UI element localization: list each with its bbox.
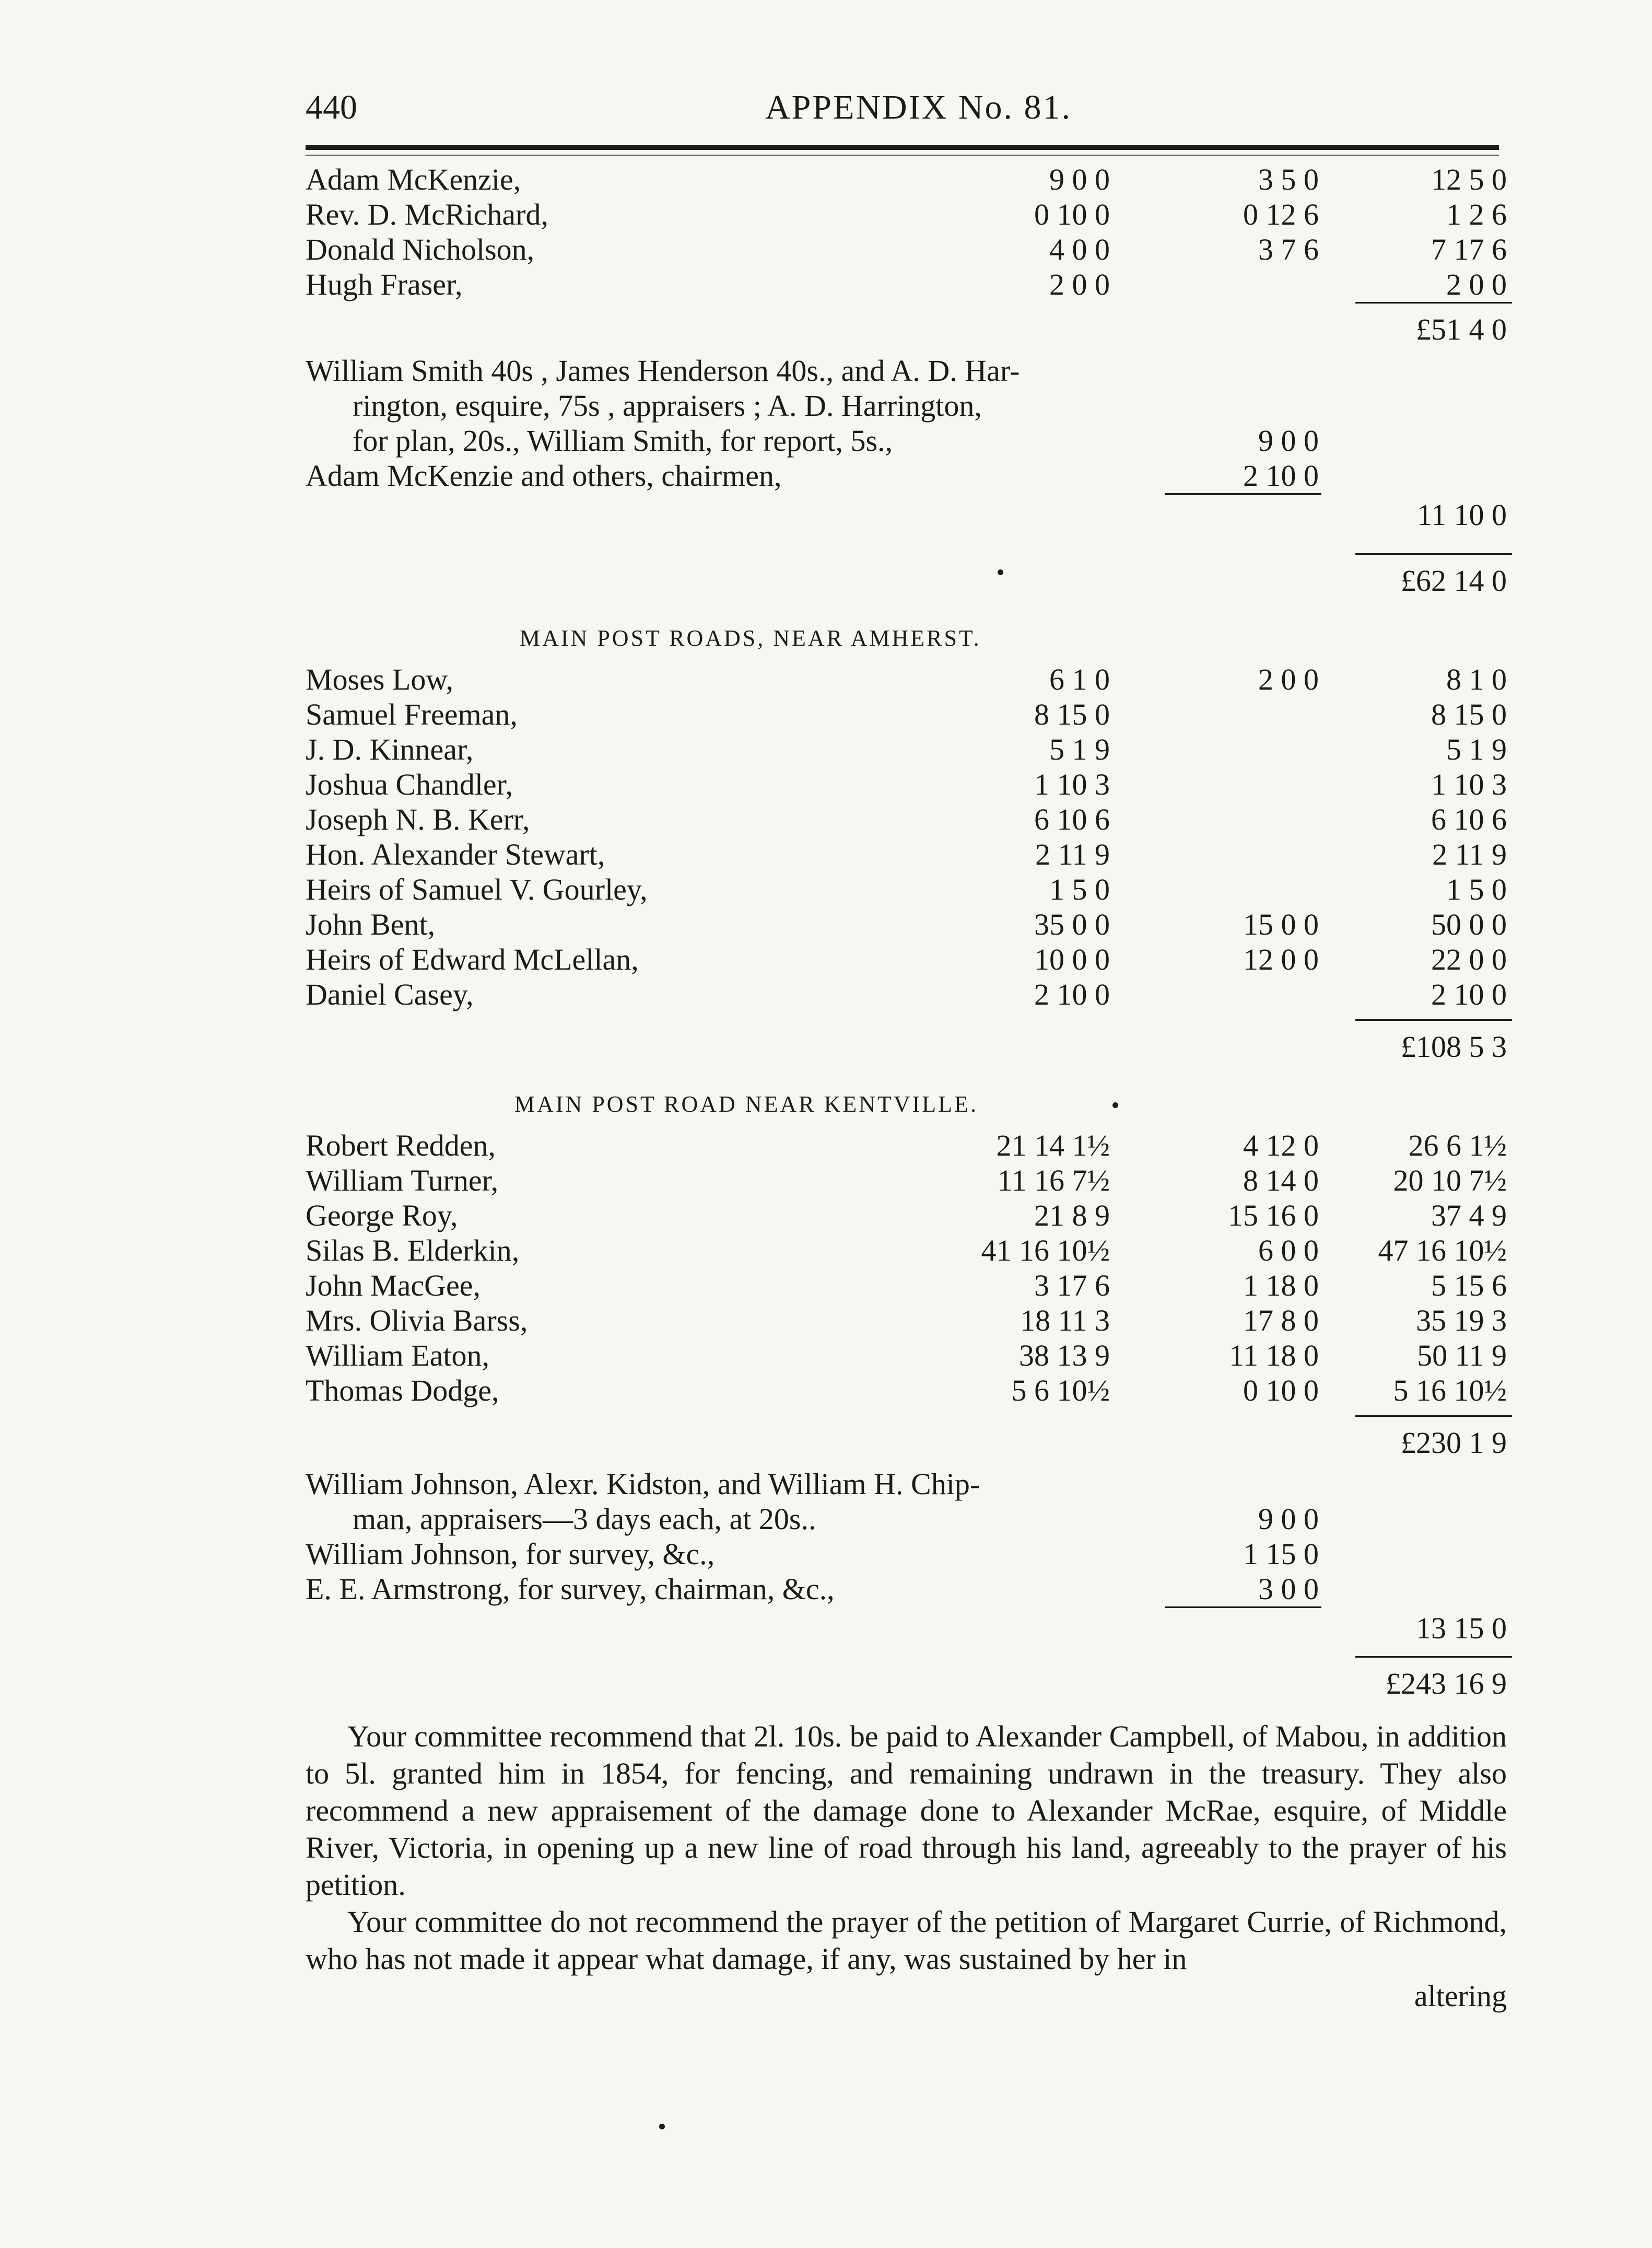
amount-col2: 1 18 0 — [1243, 1268, 1319, 1302]
amount-total: 5 16 10½ — [1393, 1373, 1507, 1407]
payee-name: Hon. Alexander Stewart, — [306, 837, 605, 871]
table-block-1 — [306, 162, 1507, 353]
section-kentville — [306, 1070, 1507, 1466]
amount-col1: 18 11 3 — [1020, 1303, 1110, 1337]
amount-col1: 10 0 0 — [1034, 942, 1110, 976]
table-row — [306, 1303, 1507, 1338]
table-block-2 — [306, 353, 1507, 604]
amount-total: 35 19 3 — [1416, 1303, 1507, 1337]
sum-rule — [1355, 1019, 1512, 1021]
payee-name: Mrs. Olivia Barss, — [306, 1303, 528, 1337]
amount-col2: 0 10 0 — [1243, 1373, 1319, 1407]
amount-col1: 2 0 0 — [1049, 267, 1110, 301]
payee-name: William Eaton, — [306, 1338, 490, 1372]
table-row — [306, 1268, 1507, 1303]
amount-col2: 6 0 0 — [1258, 1233, 1319, 1267]
payee-name: Hugh Fraser, — [306, 267, 463, 301]
amount-total: 1 10 3 — [1431, 767, 1507, 801]
entry-text: William Johnson, Alexr. Kidston, and William H. Chip- — [306, 1467, 980, 1501]
amount-total: 2 10 0 — [1431, 977, 1507, 1011]
block-subtotal: 11 10 0 — [1417, 498, 1507, 532]
body-text — [306, 1718, 1507, 1977]
amount-col2: 2 0 0 — [1258, 662, 1319, 696]
amount-col1: 6 1 0 — [1049, 662, 1110, 696]
entry-text: William Johnson, for survey, &c., — [306, 1537, 715, 1571]
table-row — [306, 977, 1507, 1012]
amount-col2: 11 18 0 — [1229, 1338, 1319, 1372]
table-row — [306, 837, 1507, 872]
payee-name: Joseph N. B. Kerr, — [306, 802, 530, 836]
amount-col2: 3 0 0 — [1258, 1572, 1319, 1606]
payee-name: Rev. D. McRichard, — [306, 197, 548, 231]
amount-total: 2 0 0 — [1446, 267, 1507, 301]
amount-col2: 17 8 0 — [1243, 1303, 1319, 1337]
amount-total: 50 11 9 — [1417, 1338, 1507, 1372]
grand-total: £243 16 9 — [1386, 1667, 1507, 1700]
amount-col2: 12 0 0 — [1243, 942, 1319, 976]
amount-col2: 2 10 0 — [1243, 459, 1319, 493]
table-row — [306, 1373, 1507, 1408]
payee-name: William Turner, — [306, 1163, 499, 1197]
table-row — [306, 388, 1507, 423]
table-row — [306, 907, 1507, 942]
amount-total: 1 5 0 — [1446, 872, 1507, 906]
table-row — [306, 197, 1507, 232]
payee-name: Thomas Dodge, — [306, 1373, 499, 1407]
subtotal-row — [306, 497, 1507, 532]
amount-col1: 6 10 6 — [1034, 802, 1110, 836]
table-row — [306, 697, 1507, 732]
payee-name: John MacGee, — [306, 1268, 481, 1302]
scan-speck — [1112, 1102, 1118, 1108]
amount-total: 5 1 9 — [1446, 732, 1507, 766]
amount-col1: 1 5 0 — [1049, 872, 1110, 906]
table-row — [306, 162, 1507, 197]
paragraph: Your committee recommend that 2l. 10s. be paid to Alexander Campbell, of Mabou, in addition to 5l. granted him in 1854, for fencing, and remaining undrawn in the treasury. They also recommend a new appraisement of the damage done to Alexander McRae, esquire, of Middle River, Victoria, in opening up a new line of road through his land, agreeably to the prayer of his petition. — [306, 1719, 1507, 1902]
table-row — [306, 732, 1507, 767]
table-row — [306, 1501, 1507, 1536]
sum-rule — [1355, 553, 1512, 555]
amount-col1: 5 1 9 — [1049, 732, 1110, 766]
amount-col1: 21 8 9 — [1034, 1198, 1110, 1232]
block-subtotal: 13 15 0 — [1416, 1611, 1507, 1645]
sum-rule — [1355, 1656, 1512, 1658]
table-row — [306, 1571, 1507, 1606]
amount-col1: 21 14 1½ — [996, 1128, 1110, 1162]
amount-col1: 41 16 10½ — [981, 1233, 1110, 1267]
page-header — [306, 88, 1496, 135]
amount-col2: 9 0 0 — [1258, 424, 1319, 458]
entry-text: William Smith 40s , James Henderson 40s., and A. D. Har- — [306, 354, 1020, 388]
table-row — [306, 1198, 1507, 1233]
scan-speck — [659, 2124, 665, 2129]
entry-text: Adam McKenzie and others, chairmen, — [306, 459, 782, 493]
amount-col2: 1 15 0 — [1243, 1537, 1319, 1571]
total-row — [306, 1023, 1507, 1070]
payee-name: Samuel Freeman, — [306, 697, 518, 731]
table-row — [306, 1466, 1507, 1501]
amount-col1: 1 10 3 — [1034, 767, 1110, 801]
payee-name: Silas B. Elderkin, — [306, 1233, 520, 1267]
catchword: altering — [1414, 1979, 1507, 2013]
entry-text: man, appraisers—3 days each, at 20s.. — [353, 1502, 816, 1536]
amount-col2: 0 12 6 — [1243, 197, 1319, 231]
scan-speck — [998, 569, 1003, 575]
amount-col1: 38 13 9 — [1019, 1338, 1110, 1372]
payee-name: Moses Low, — [306, 662, 454, 696]
section-total: £108 5 3 — [1401, 1030, 1507, 1064]
payee-name: Adam McKenzie, — [306, 162, 521, 196]
amount-total: 47 16 10½ — [1378, 1233, 1507, 1267]
amount-col2: 3 7 6 — [1258, 232, 1319, 266]
amount-total: 2 11 9 — [1432, 837, 1507, 871]
amount-total: 26 6 1½ — [1408, 1128, 1507, 1162]
amount-col2: 15 16 0 — [1228, 1198, 1319, 1232]
total-row — [306, 557, 1507, 604]
subtotal-row — [306, 1611, 1507, 1646]
amount-total: 7 17 6 — [1431, 232, 1507, 266]
amount-col1: 0 10 0 — [1034, 197, 1110, 231]
amount-total: 1 2 6 — [1446, 197, 1507, 231]
amount-col2: 8 14 0 — [1243, 1163, 1319, 1197]
payee-name: Robert Redden, — [306, 1128, 496, 1162]
section-amherst — [306, 604, 1507, 1070]
section-heading: MAIN POST ROADS, NEAR AMHERST. — [520, 625, 981, 651]
amount-col1: 5 6 10½ — [1011, 1373, 1110, 1407]
amount-col1: 35 0 0 — [1034, 907, 1110, 941]
amount-col1: 4 0 0 — [1049, 232, 1110, 266]
header-rule — [306, 145, 1499, 150]
table-row — [306, 1128, 1507, 1163]
payee-name: Donald Nicholson, — [306, 232, 535, 266]
table-row — [306, 767, 1507, 802]
total-row — [306, 1419, 1507, 1466]
section-total: £230 1 9 — [1401, 1426, 1507, 1460]
amount-total: 22 0 0 — [1431, 942, 1507, 976]
payee-name: Daniel Casey, — [306, 977, 474, 1011]
amount-total: 20 10 7½ — [1393, 1163, 1507, 1197]
entry-text: for plan, 20s., William Smith, for report, 5s., — [353, 424, 893, 458]
table-row — [306, 662, 1507, 697]
amount-col1: 8 15 0 — [1034, 697, 1110, 731]
payee-name: Heirs of Edward McLellan, — [306, 942, 639, 976]
amount-col1: 11 16 7½ — [997, 1163, 1110, 1197]
amount-col1: 9 0 0 — [1049, 162, 1110, 196]
page-content — [306, 162, 1507, 2014]
sum-rule — [1165, 1606, 1321, 1608]
amount-col2: 4 12 0 — [1243, 1128, 1319, 1162]
amount-total: 5 15 6 — [1431, 1268, 1507, 1302]
table-row — [306, 353, 1507, 388]
amount-total: 37 4 9 — [1431, 1198, 1507, 1232]
sum-rule — [1165, 493, 1321, 495]
entry-text: E. E. Armstrong, for survey, chairman, &c., — [306, 1572, 835, 1606]
payee-name: Joshua Chandler, — [306, 767, 513, 801]
table-row — [306, 232, 1507, 267]
total-row — [306, 306, 1507, 353]
table-row — [306, 1338, 1507, 1373]
table-row — [306, 423, 1507, 458]
payee-name: John Bent, — [306, 907, 436, 941]
amount-col2: 15 0 0 — [1243, 907, 1319, 941]
table-row — [306, 1536, 1507, 1571]
amount-total: 12 5 0 — [1431, 162, 1507, 196]
block-total: £51 4 0 — [1416, 312, 1507, 346]
amount-col2: 9 0 0 — [1258, 1502, 1319, 1536]
payee-name: George Roy, — [306, 1198, 458, 1232]
paragraph: Your committee do not recommend the prayer of the petition of Margaret Currie, of Richmond, who has not made it appear what damage, if any, was sustained by her in — [306, 1905, 1507, 1976]
table-block-3 — [306, 1466, 1507, 1707]
block-total: £62 14 0 — [1401, 564, 1507, 598]
total-row — [306, 1660, 1507, 1707]
amount-col2: 3 5 0 — [1258, 162, 1319, 196]
table-row — [306, 1163, 1507, 1198]
table-row — [306, 802, 1507, 837]
table-row — [306, 1233, 1507, 1268]
amount-col1: 2 11 9 — [1035, 837, 1110, 871]
table-row — [306, 942, 1507, 977]
amount-total: 8 15 0 — [1431, 697, 1507, 731]
page-title: APPENDIX No. 81. — [765, 88, 1072, 126]
page-number: 440 — [306, 88, 357, 126]
section-heading: MAIN POST ROAD NEAR KENTVILLE. — [514, 1091, 978, 1117]
amount-total: 8 1 0 — [1446, 662, 1507, 696]
table-row — [306, 458, 1507, 493]
amount-col1: 3 17 6 — [1034, 1268, 1110, 1302]
amount-total: 50 0 0 — [1431, 907, 1507, 941]
header-rule-thin — [306, 155, 1499, 156]
amount-col1: 2 10 0 — [1034, 977, 1110, 1011]
table-row — [306, 267, 1507, 302]
entry-text: rington, esquire, 75s , appraisers ; A. D. Harrington, — [353, 389, 982, 423]
amount-total: 6 10 6 — [1431, 802, 1507, 836]
sum-rule — [1355, 1415, 1512, 1417]
payee-name: Heirs of Samuel V. Gourley, — [306, 872, 648, 906]
table-row — [306, 872, 1507, 907]
sum-rule — [1355, 302, 1512, 304]
payee-name: J. D. Kinnear, — [306, 732, 474, 766]
